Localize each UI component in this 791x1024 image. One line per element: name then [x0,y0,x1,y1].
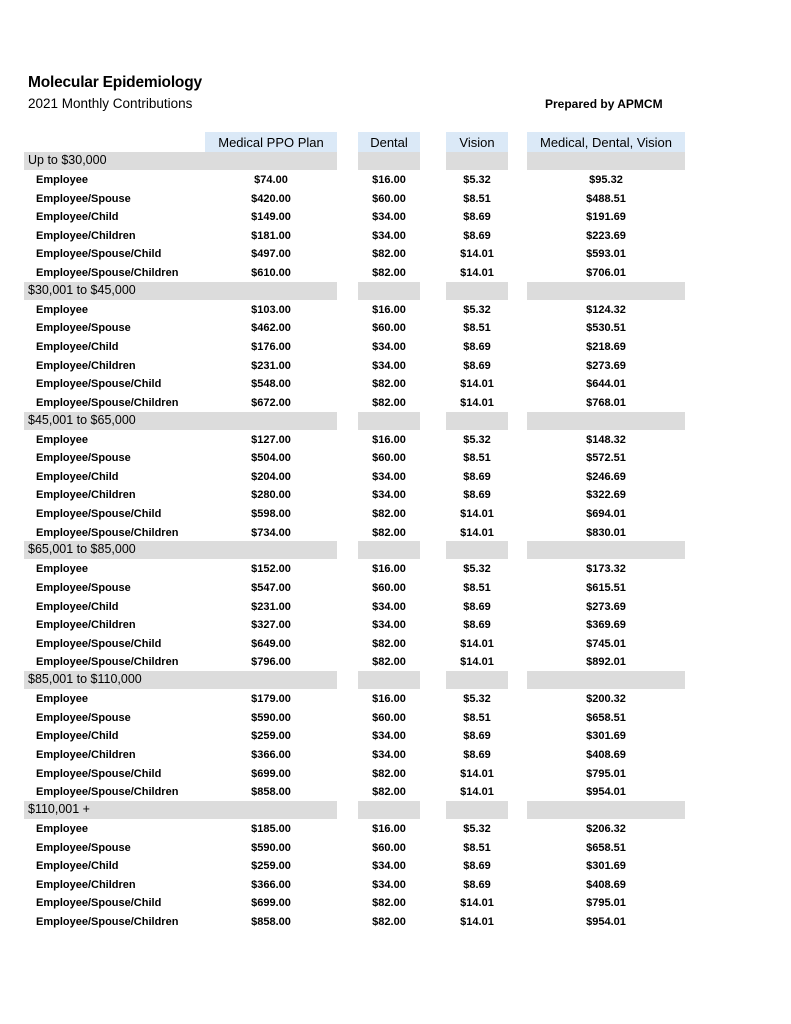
medical-ppo-value: $590.00 [251,711,291,724]
table-row [0,876,791,894]
vision-value: $8.69 [463,341,491,353]
dental-value: $60.00 [372,192,406,205]
medical-ppo-value: $699.00 [251,767,291,780]
column-header-medical-ppo: Medical PPO Plan [205,132,337,152]
table-row [0,227,791,245]
dental-value: $60.00 [372,582,406,594]
medical-ppo-value: $74.00 [254,174,288,186]
dental-value: $60.00 [372,322,406,335]
employee-label: Employee [36,823,88,835]
vision-value: $14.01 [460,267,494,279]
band-shading [358,412,420,430]
column-header-medical-dental-vision: Medical, Dental, Vision [527,132,685,152]
employee-label: Employee/Spouse/Children [36,656,179,669]
total-value: $644.01 [586,378,626,391]
medical-ppo-value: $231.00 [251,359,291,372]
employee-label: Employee/Child [36,211,119,224]
dental-value: $34.00 [372,359,406,372]
employee-label: Employee/Spouse [36,322,131,335]
column-header-vision: Vision [446,132,508,152]
medical-ppo-value: $858.00 [251,916,291,928]
vision-value: $8.69 [463,749,491,761]
table-row [0,709,791,727]
table-row [0,190,791,208]
medical-ppo-value: $181.00 [251,229,291,242]
band-shading [527,412,685,430]
total-value: $830.01 [586,526,626,539]
total-value: $658.51 [586,841,626,854]
employee-label: Employee/Child [36,341,119,353]
document-subtitle: 2021 Monthly Contributions [28,96,193,111]
medical-ppo-value: $204.00 [251,470,291,483]
dental-value: $82.00 [372,378,406,391]
vision-value: $14.01 [460,786,494,799]
total-value: $488.51 [586,192,626,205]
total-value: $954.01 [586,786,626,799]
vision-value: $5.32 [463,823,491,835]
employee-label: Employee/Spouse [36,192,131,205]
total-value: $572.51 [586,452,626,465]
table-row [0,319,791,337]
dental-value: $16.00 [372,174,406,186]
table-row [0,913,791,931]
income-band-label: $30,001 to $45,000 [28,282,136,297]
medical-ppo-value: $176.00 [251,341,291,353]
vision-value: $14.01 [460,378,494,391]
dental-value: $82.00 [372,916,406,928]
table-row [0,208,791,226]
total-value: $301.69 [586,860,626,873]
employee-label: Employee [36,433,88,446]
dental-value: $82.00 [372,508,406,520]
employee-label: Employee/Spouse/Children [36,786,179,799]
medical-ppo-value: $149.00 [251,211,291,224]
employee-label: Employee/Child [36,860,119,873]
table-row [0,746,791,764]
employee-label: Employee/Children [36,619,136,632]
total-value: $593.01 [586,248,626,261]
medical-ppo-value: $699.00 [251,897,291,910]
employee-label: Employee/Children [36,749,136,761]
table-row [0,598,791,616]
table-row [0,653,791,671]
vision-value: $8.69 [463,860,491,873]
vision-value: $14.01 [460,656,494,669]
total-value: $795.01 [586,767,626,780]
income-band-label: Up to $30,000 [28,153,107,167]
income-band-label: $85,001 to $110,000 [28,672,142,687]
dental-value: $16.00 [372,433,406,446]
column-header-dental: Dental [358,132,420,152]
dental-value: $82.00 [372,267,406,279]
medical-ppo-value: $420.00 [251,192,291,205]
employee-label: Employee [36,303,88,316]
vision-value: $8.51 [463,841,491,854]
employee-label: Employee/Spouse/Child [36,897,162,910]
medical-ppo-value: $185.00 [251,823,291,835]
band-shading [527,282,685,300]
vision-value: $8.51 [463,322,491,335]
employee-label: Employee/Child [36,730,119,743]
band-shading [358,282,420,300]
vision-value: $8.69 [463,878,491,891]
band-shading [527,801,685,819]
employee-label: Employee/Spouse/Children [36,526,179,539]
vision-value: $5.32 [463,563,491,576]
total-value: $273.69 [586,359,626,372]
income-band-label: $65,001 to $85,000 [28,542,136,557]
table-row [0,245,791,263]
table-row [0,635,791,653]
band-shading [446,412,508,430]
vision-value: $8.69 [463,229,491,242]
dental-value: $82.00 [372,248,406,261]
vision-value: $8.69 [463,359,491,372]
dental-value: $16.00 [372,693,406,706]
dental-value: $34.00 [372,600,406,613]
table-row [0,524,791,542]
vision-value: $5.32 [463,303,491,316]
prepared-by-label: Prepared by APMCM [545,97,663,111]
medical-ppo-value: $327.00 [251,619,291,632]
band-shading [446,801,508,819]
medical-ppo-value: $462.00 [251,322,291,335]
medical-ppo-value: $858.00 [251,786,291,799]
dental-value: $34.00 [372,489,406,502]
employee-label: Employee/Spouse/Children [36,916,179,928]
band-shading [446,282,508,300]
dental-value: $34.00 [372,341,406,353]
total-value: $148.32 [586,433,626,446]
medical-ppo-value: $547.00 [251,582,291,594]
band-shading [527,541,685,559]
total-value: $658.51 [586,711,626,724]
total-value: $223.69 [586,229,626,242]
band-shading [358,671,420,689]
medical-ppo-value: $504.00 [251,452,291,465]
vision-value: $8.69 [463,730,491,743]
vision-value: $14.01 [460,396,494,409]
vision-value: $5.32 [463,174,491,186]
total-value: $218.69 [586,341,626,353]
band-shading [527,671,685,689]
band-shading [358,541,420,559]
dental-value: $60.00 [372,841,406,854]
total-value: $273.69 [586,600,626,613]
table-row [0,171,791,189]
medical-ppo-value: $649.00 [251,637,291,650]
total-value: $322.69 [586,489,626,502]
table-row [0,431,791,449]
table-row [0,820,791,838]
table-row [0,338,791,356]
employee-label: Employee/Spouse [36,711,131,724]
dental-value: $34.00 [372,860,406,873]
income-band-label: $45,001 to $65,000 [28,412,136,427]
vision-value: $8.69 [463,489,491,502]
employee-label: Employee/Spouse [36,841,131,854]
vision-value: $8.69 [463,470,491,483]
band-shading [446,671,508,689]
employee-label: Employee/Spouse/Child [36,508,162,520]
dental-value: $60.00 [372,452,406,465]
medical-ppo-value: $280.00 [251,489,291,502]
total-value: $768.01 [586,396,626,409]
vision-value: $5.32 [463,433,491,446]
medical-ppo-value: $598.00 [251,508,291,520]
employee-label: Employee [36,693,88,706]
dental-value: $34.00 [372,229,406,242]
medical-ppo-value: $734.00 [251,526,291,539]
vision-value: $8.69 [463,211,491,224]
table-row [0,560,791,578]
vision-value: $14.01 [460,916,494,928]
medical-ppo-value: $366.00 [251,749,291,761]
table-row [0,505,791,523]
vision-value: $14.01 [460,508,494,520]
table-row [0,765,791,783]
band-shading [358,152,420,170]
employee-label: Employee/Children [36,229,136,242]
income-band-label: $110,001 + [28,802,90,816]
medical-ppo-value: $259.00 [251,730,291,743]
vision-value: $14.01 [460,248,494,261]
vision-value: $5.32 [463,693,491,706]
total-value: $745.01 [586,637,626,650]
table-row [0,616,791,634]
total-value: $95.32 [589,174,623,186]
document-title: Molecular Epidemiology [28,74,202,91]
employee-label: Employee/Spouse [36,582,131,594]
medical-ppo-value: $548.00 [251,378,291,391]
medical-ppo-value: $152.00 [251,563,291,576]
table-row [0,727,791,745]
table-row [0,375,791,393]
total-value: $301.69 [586,730,626,743]
dental-value: $82.00 [372,396,406,409]
total-value: $369.69 [586,619,626,632]
total-value: $530.51 [586,322,626,335]
medical-ppo-value: $590.00 [251,841,291,854]
employee-label: Employee/Spouse/Children [36,396,179,409]
dental-value: $16.00 [372,563,406,576]
medical-ppo-value: $672.00 [251,396,291,409]
medical-ppo-value: $796.00 [251,656,291,669]
medical-ppo-value: $497.00 [251,248,291,261]
vision-value: $14.01 [460,637,494,650]
total-value: $954.01 [586,916,626,928]
dental-value: $34.00 [372,878,406,891]
dental-value: $34.00 [372,211,406,224]
medical-ppo-value: $610.00 [251,267,291,279]
dental-value: $82.00 [372,637,406,650]
dental-value: $82.00 [372,786,406,799]
employee-label: Employee/Spouse/Child [36,378,162,391]
table-row [0,839,791,857]
table-row [0,449,791,467]
total-value: $892.01 [586,656,626,669]
table-row [0,690,791,708]
medical-ppo-value: $259.00 [251,860,291,873]
table-row [0,486,791,504]
dental-value: $34.00 [372,619,406,632]
total-value: $615.51 [586,582,626,594]
vision-value: $14.01 [460,897,494,910]
table-row [0,857,791,875]
total-value: $191.69 [586,211,626,224]
band-shading [446,541,508,559]
medical-ppo-value: $366.00 [251,878,291,891]
table-row [0,264,791,282]
dental-value: $82.00 [372,767,406,780]
table-row [0,579,791,597]
employee-label: Employee/Children [36,489,136,502]
table-row [0,357,791,375]
vision-value: $8.51 [463,192,491,205]
dental-value: $16.00 [372,823,406,835]
employee-label: Employee/Spouse/Child [36,767,162,780]
medical-ppo-value: $103.00 [251,303,291,316]
vision-value: $8.51 [463,582,491,594]
dental-value: $34.00 [372,749,406,761]
total-value: $200.32 [586,693,626,706]
employee-label: Employee/Child [36,600,119,613]
vision-value: $14.01 [460,767,494,780]
vision-value: $8.51 [463,452,491,465]
dental-value: $34.00 [372,470,406,483]
employee-label: Employee/Children [36,878,136,891]
table-row [0,894,791,912]
dental-value: $60.00 [372,711,406,724]
dental-value: $82.00 [372,656,406,669]
employee-label: Employee/Spouse/Child [36,637,162,650]
band-shading [446,152,508,170]
table-row [0,301,791,319]
total-value: $795.01 [586,897,626,910]
dental-value: $16.00 [372,303,406,316]
dental-value: $82.00 [372,526,406,539]
total-value: $173.32 [586,563,626,576]
dental-value: $34.00 [372,730,406,743]
employee-label: Employee [36,563,88,576]
medical-ppo-value: $127.00 [251,433,291,446]
total-value: $408.69 [586,878,626,891]
band-shading [527,152,685,170]
employee-label: Employee/Child [36,470,119,483]
table-row [0,783,791,801]
total-value: $408.69 [586,749,626,761]
medical-ppo-value: $231.00 [251,600,291,613]
vision-value: $8.51 [463,711,491,724]
band-shading [358,801,420,819]
table-row [0,394,791,412]
vision-value: $8.69 [463,600,491,613]
total-value: $206.32 [586,823,626,835]
employee-label: Employee/Spouse/Children [36,267,179,279]
dental-value: $82.00 [372,897,406,910]
total-value: $124.32 [586,303,626,316]
table-row [0,468,791,486]
employee-label: Employee [36,174,88,186]
medical-ppo-value: $179.00 [251,693,291,706]
employee-label: Employee/Children [36,359,136,372]
employee-label: Employee/Spouse [36,452,131,465]
total-value: $706.01 [586,267,626,279]
vision-value: $14.01 [460,526,494,539]
employee-label: Employee/Spouse/Child [36,248,162,261]
vision-value: $8.69 [463,619,491,632]
total-value: $694.01 [586,508,626,520]
total-value: $246.69 [586,470,626,483]
